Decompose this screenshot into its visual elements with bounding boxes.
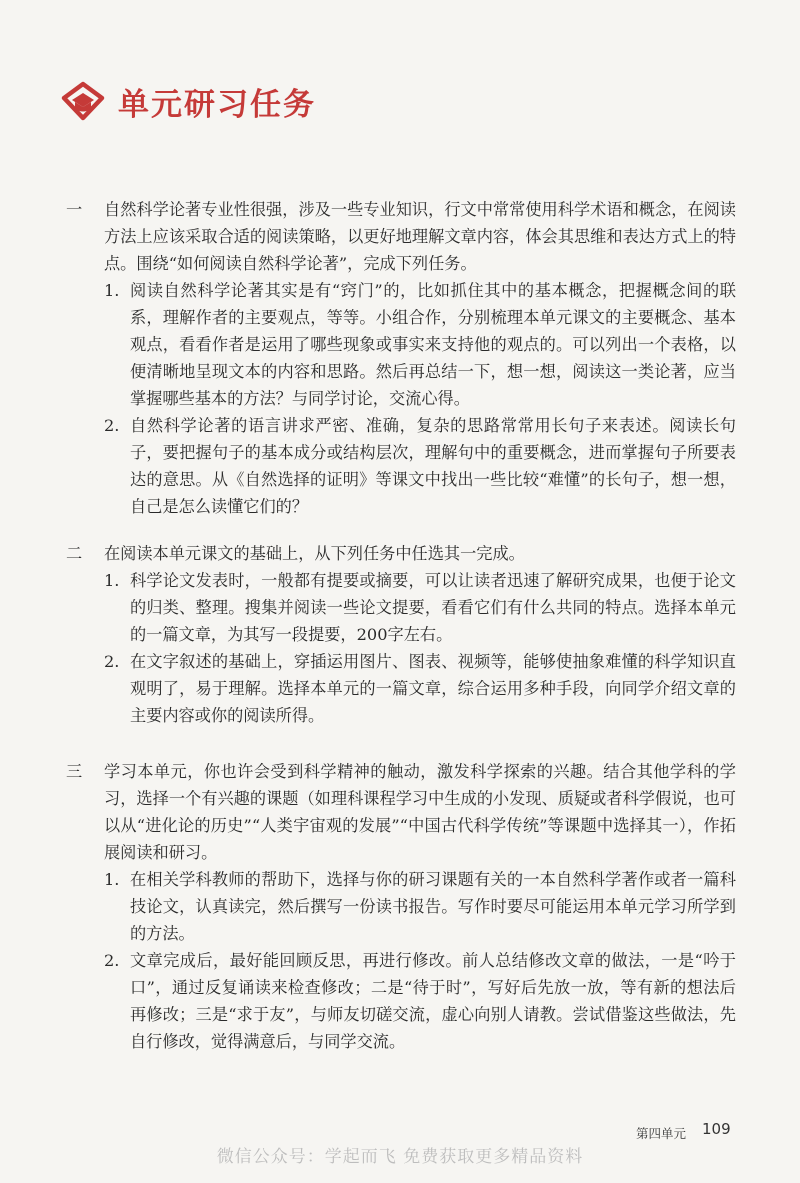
task-item bbox=[104, 947, 736, 1055]
item-number: 2. bbox=[104, 951, 120, 970]
item-text: 在文字叙述的基础上，穿插运用图片、图表、视频等，能够使抽象难懂的科学知识直观明了，易于理解。选择本单元的一篇文章，综合运用多种手段，向同学介绍文章的主要内容或你的阅读所得。 bbox=[130, 652, 736, 725]
item-number: 2. bbox=[104, 652, 120, 671]
section-number: 二 bbox=[66, 544, 83, 563]
task-section-2 bbox=[66, 540, 736, 729]
page-number: 109 bbox=[702, 1120, 731, 1138]
item-number: 2. bbox=[104, 416, 120, 435]
task-item bbox=[104, 567, 736, 648]
task-section-1 bbox=[66, 196, 736, 520]
graduation-cap-icon bbox=[60, 78, 106, 124]
unit-label: 第四单元 bbox=[636, 1126, 687, 1141]
item-text: 科学论文发表时，一般都有提要或摘要，可以让读者迅速了解研究成果，也便于论文的归类、整理。搜集并阅读一些论文提要，看看它们有什么共同的特点。选择本单元的一篇文章，为其写一段提要，200字左右。 bbox=[130, 571, 736, 644]
section-number: 一 bbox=[66, 200, 83, 219]
task-item bbox=[104, 277, 736, 412]
item-number: 1. bbox=[104, 281, 120, 300]
section-intro: 自然科学论著专业性很强，涉及一些专业知识，行文中常常使用科学术语和概念，在阅读方法上应该采取合适的阅读策略，以更好地理解文章内容，体会其思维和表达方式上的特点。围绕“如何阅读自然科学论著”，完成下列任务。 bbox=[104, 200, 736, 273]
item-number: 1. bbox=[104, 870, 120, 889]
item-text: 自然科学论著的语言讲求严密、准确，复杂的思路常常用长句子来表述。阅读长句子，要把握句子的基本成分或结构层次，理解句中的重要概念，进而掌握句子所要表达的意思。从《自然选择的证明》等课文中找出一些比较“难懂”的长句子，想一想，自己是怎么读懂它们的？ bbox=[130, 416, 736, 516]
task-item bbox=[104, 412, 736, 520]
item-number: 1. bbox=[104, 571, 120, 590]
task-item bbox=[104, 648, 736, 729]
page-title: 单元研习任务 bbox=[118, 86, 316, 123]
task-section-3 bbox=[66, 758, 736, 1055]
section-heading bbox=[60, 78, 316, 124]
item-text: 在相关学科教师的帮助下，选择与你的研习课题有关的一本自然科学著作或者一篇科技论文，认真读完，然后撰写一份读书报告。写作时要尽可能运用本单元学习所学到的方法。 bbox=[130, 870, 736, 943]
section-intro: 在阅读本单元课文的基础上，从下列任务中任选其一完成。 bbox=[104, 544, 525, 563]
section-number: 三 bbox=[66, 762, 83, 781]
watermark-text: 微信公众号：学起而飞 免费获取更多精品资料 bbox=[216, 1147, 584, 1167]
section-intro: 学习本单元，你也许会受到科学精神的触动，激发科学探索的兴趣。结合其他学科的学习，选择一个有兴趣的课题（如理科课程学习中生成的小发现、质疑或者科学假说，也可以从“进化论的历史”“人类宇宙观的发展”“中国古代科学传统”等课题中选择其一），作拓展阅读和研习。 bbox=[104, 762, 736, 862]
item-text: 文章完成后，最好能回顾反思，再进行修改。前人总结修改文章的做法，一是“吟于口”，通过反复诵读来检查修改；二是“待于时”，写好后先放一放，等有新的想法后再修改；三是“求于友”，与师友切磋交流，虚心向别人请教。尝试借鉴这些做法，先自行修改，觉得满意后，与同学交流。 bbox=[130, 951, 736, 1051]
item-text: 阅读自然科学论著其实是有“窍门”的，比如抓住其中的基本概念，把握概念间的联系，理解作者的主要观点，等等。小组合作，分别梳理本单元课文的主要概念、基本观点，看看作者是运用了哪些现象或事实来支持他的观点的。可以列出一个表格，以便清晰地呈现文本的内容和思路。然后再总结一下，想一想，阅读这一类论著，应当掌握哪些基本的方法？与同学讨论，交流心得。 bbox=[130, 281, 736, 408]
task-item bbox=[104, 866, 736, 947]
